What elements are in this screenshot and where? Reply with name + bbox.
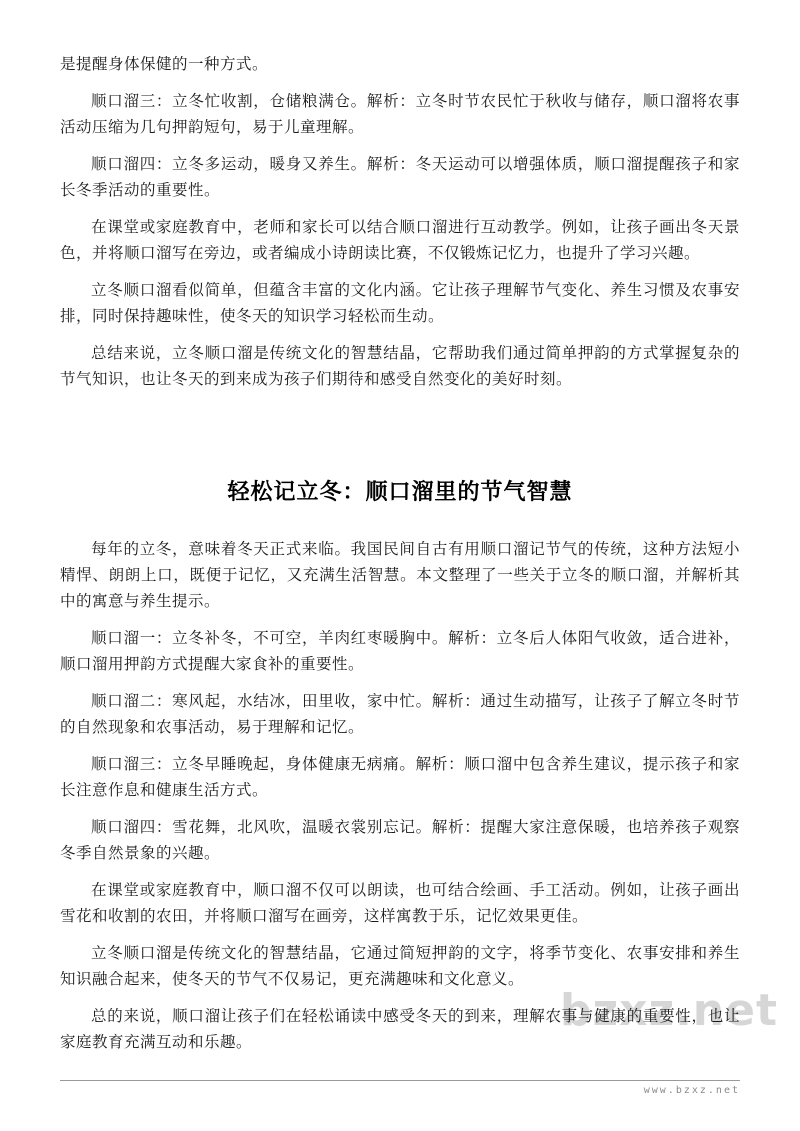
article-body	[60, 537, 740, 1056]
paragraph: 在课堂或家庭教育中，老师和家长可以结合顺口溜进行互动教学。例如，让孩子画出冬天景色，并将顺口溜写在旁边，或者编成小诗朗读比赛，不仅锻炼记忆力，也提升了学习兴趣。	[60, 219, 740, 262]
paragraph: 每年的立冬，意味着冬天正式来临。我国民间自古有用顺口溜记节气的传统，这种方法短小精悍、朗朗上口，既便于记忆，又充满生活智慧。本文整理了一些关于立冬的顺口溜，并解析其中的寓意与养生提示。	[60, 541, 740, 610]
watermark: bzxz.net	[559, 985, 778, 1036]
previous-article-tail	[60, 52, 740, 393]
article-title: 轻松记立冬：顺口溜里的节气智慧	[227, 479, 573, 504]
paragraph: 总的来说，顺口溜让孩子们在轻松诵读中感受冬天的到来，理解农事与健康的重要性，也让家庭教育充满互动和乐趣。	[60, 1008, 740, 1051]
paragraph: 顺口溜三：立冬早睡晚起，身体健康无病痛。解析：顺口溜中包含养生建议，提示孩子和家长注意作息和健康生活方式。	[60, 756, 740, 799]
footer-url: www.bzxz.net	[643, 1085, 740, 1096]
page-footer	[60, 1080, 740, 1096]
paragraph: 顺口溜一：立冬补冬，不可空，羊肉红枣暖胸中。解析：立冬后人体阳气收敛，适合进补，顺口溜用押韵方式提醒大家食补的重要性。	[60, 630, 740, 673]
paragraph: 顺口溜三：立冬忙收割，仓储粮满仓。解析：立冬时节农民忙于秋收与储存，顺口溜将农事活动压缩为几句押韵短句，易于儿童理解。	[60, 93, 740, 136]
paragraph: 立冬顺口溜是传统文化的智慧结晶，它通过简短押韵的文字，将季节变化、农事安排和养生知识融合起来，使冬天的节气不仅易记，更充满趣味和文化意义。	[60, 945, 740, 988]
footer-divider	[60, 1080, 740, 1081]
paragraph: 在课堂或家庭教育中，顺口溜不仅可以朗读，也可结合绘画、手工活动。例如，让孩子画出雪花和收割的农田，并将顺口溜写在画旁，这样寓教于乐，记忆效果更佳。	[60, 882, 740, 925]
paragraph: 是提醒身体保健的一种方式。	[60, 56, 269, 73]
paragraph: 立冬顺口溜看似简单，但蕴含丰富的文化内涵。它让孩子理解节气变化、养生习惯及农事安排，同时保持趣味性，使冬天的知识学习轻松而生动。	[60, 282, 740, 325]
paragraph: 顺口溜四：立冬多运动，暖身又养生。解析：冬天运动可以增强体质，顺口溜提醒孩子和家长冬季活动的重要性。	[60, 156, 740, 199]
paragraph: 顺口溜四：雪花舞，北风吹，温暖衣裳别忘记。解析：提醒大家注意保暖，也培养孩子观察冬季自然景象的兴趣。	[60, 819, 740, 862]
paragraph: 总结来说，立冬顺口溜是传统文化的智慧结晶，它帮助我们通过简单押韵的方式掌握复杂的节气知识，也让冬天的到来成为孩子们期待和感受自然变化的美好时刻。	[60, 345, 740, 388]
paragraph: 顺口溜二：寒风起，水结冰，田里收，家中忙。解析：通过生动描写，让孩子了解立冬时节的自然现象和农事活动，易于理解和记忆。	[60, 693, 740, 736]
